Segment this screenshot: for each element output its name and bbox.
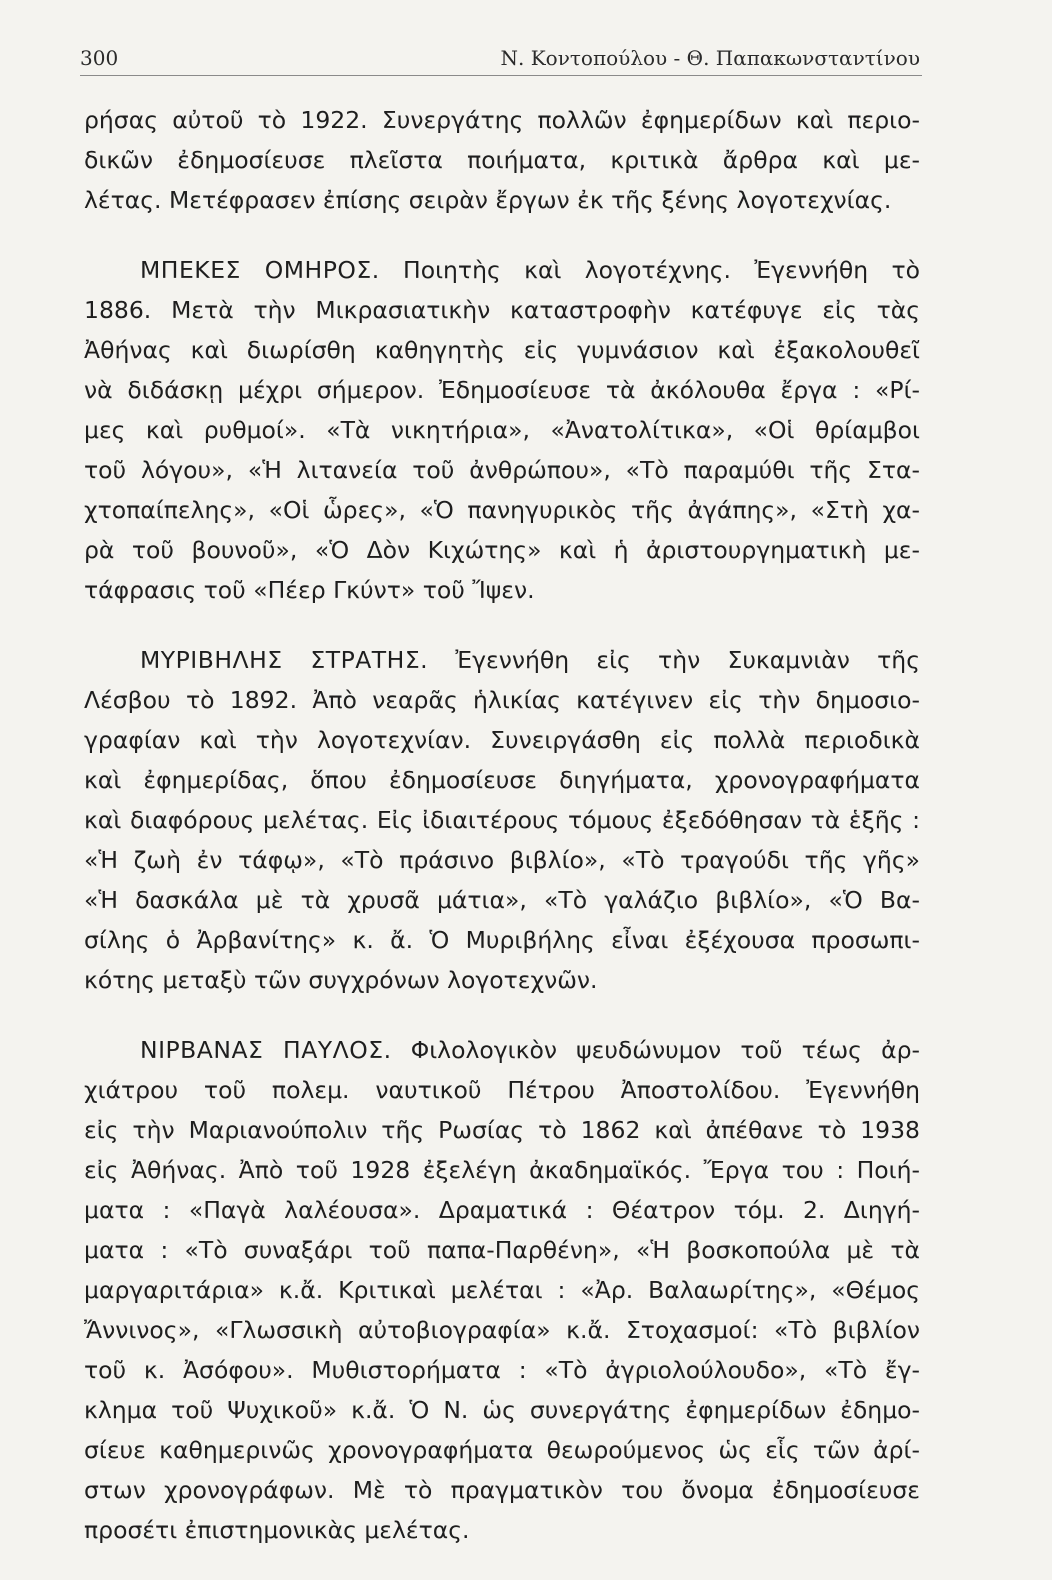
running-head: Ν. Κοντοπούλου - Θ. Παπακωνσταντίνου	[500, 46, 920, 70]
text-line: «Ἡ δασκάλα μὲ τὰ χρυσᾶ μάτια», «Τὸ γαλάζιο βιβλίο», «Ὁ Βα-	[84, 886, 920, 914]
entry-myrivilis	[84, 640, 920, 1000]
text-line: νὰ διδάσκῃ μέχρι σήμερον. Ἐδημοσίευσε τὰ ἀκόλουθα ἔργα : «Ρί-	[84, 376, 920, 404]
text-line: δικῶν ἐδημοσίευσε πλεῖστα ποιήματα, κριτικὰ ἄρθρα καὶ με-	[84, 146, 920, 174]
entry-first-line	[84, 640, 920, 680]
text-line: χιάτρου τοῦ πολεμ. ναυτικοῦ Πέτρου Ἀποστολίδου. Ἐγεννήθη	[84, 1076, 920, 1104]
text-line: μες καὶ ρυθμοί». «Τὰ νικητήρια», «Ἀνατολίτικα», «Οἱ θρίαμβοι	[84, 416, 920, 444]
entry-continuation	[84, 100, 920, 220]
text-body	[84, 100, 920, 1580]
text-line: τοῦ λόγου», «Ἡ λιτανεία τοῦ ἀνθρώπου», «Τὸ παραμύθι τῆς Στα-	[84, 456, 920, 484]
text-line: σίλης ὁ Ἀρβανίτης» κ. ἄ. Ὁ Μυριβήλης εἶναι ἐξέχουσα προσωπι-	[84, 926, 920, 954]
header-rule	[80, 75, 922, 76]
text-line: γραφίαν καὶ τὴν λογοτεχνίαν. Συνειργάσθη εἰς πολλὰ περιοδικὰ	[84, 726, 920, 754]
text-line: κλημα τοῦ Ψυχικοῦ» κ.ἄ. Ὁ Ν. ὡς συνεργάτης ἐφημερίδων ἐδημο-	[84, 1396, 920, 1424]
entry-name: ΜΠΕΚΕΣ ΟΜΗΡΟΣ.	[140, 256, 380, 284]
text-line: Ἀθήνας καὶ διωρίσθη καθηγητὴς εἰς γυμνάσιον καὶ ἐξακολουθεῖ	[84, 336, 920, 364]
text-line: κότης μεταξὺ τῶν συγχρόνων λογοτεχνῶν.	[84, 966, 598, 994]
text-line: καὶ ἐφημερίδας, ὅπου ἐδημοσίευσε διηγήματα, χρονογραφήματα	[84, 766, 920, 794]
entry-name: ΜΥΡΙΒΗΛΗΣ ΣΤΡΑΤΗΣ.	[140, 646, 429, 674]
text-line: «Ἡ ζωὴ ἐν τάφῳ», «Τὸ πράσινο βιβλίο», «Τὸ τραγούδι τῆς γῆς»	[84, 846, 920, 874]
text-line: μαργαριτάρια» κ.ἄ. Κριτικαὶ μελέται : «Ἀρ. Βαλαωρίτης», «Θέμος	[84, 1276, 920, 1304]
entry-first-line-text: Φιλολογικὸν ψευδώνυμον τοῦ τέως ἀρ-	[391, 1036, 920, 1064]
text-line: στων χρονογράφων. Μὲ τὸ πραγματικὸν του ὄνομα ἐδημοσίευσε	[84, 1476, 920, 1504]
text-line: τάφρασις τοῦ «Πέερ Γκύντ» τοῦ Ἴψεν.	[84, 576, 535, 604]
text-line: ματα : «Τὸ συναξάρι τοῦ παπα-Παρθένη», «Ἡ βοσκοπούλα μὲ τὰ	[84, 1236, 920, 1264]
text-line: εἰς Ἀθήνας. Ἀπὸ τοῦ 1928 ἐξελέγη ἀκαδημαϊκός. Ἔργα του : Ποιή-	[84, 1156, 920, 1184]
entry-first-line	[84, 250, 920, 290]
entry-first-line	[84, 1030, 920, 1070]
text-line: τοῦ κ. Ἀσόφου». Μυθιστορήματα : «Τὸ ἀγριολούλουδο», «Τὸ ἔγ-	[84, 1356, 920, 1384]
entry-nirvanas	[84, 1030, 920, 1550]
text-line: ματα : «Παγὰ λαλέουσα». Δραματικά : Θέατρον τόμ. 2. Διηγή-	[84, 1196, 920, 1224]
page-header	[80, 46, 920, 76]
text-line: 1886. Μετὰ τὴν Μικρασιατικὴν καταστροφὴν κατέφυγε εἰς τὰς	[84, 296, 920, 324]
text-line: Ἄννινος», «Γλωσσικὴ αὐτοβιογραφία» κ.ἄ. Στοχασμοί: «Τὸ βιβλίον	[84, 1316, 920, 1344]
text-line: λέτας. Μετέφρασεν ἐπίσης σειρὰν ἔργων ἐκ τῆς ξένης λογοτεχνίας.	[84, 186, 892, 214]
text-line: χτοπαίπελης», «Οἱ ὧρες», «Ὁ πανηγυρικὸς τῆς ἀγάπης», «Στὴ χα-	[84, 496, 920, 524]
entry-bekes	[84, 250, 920, 610]
text-line: σίευε καθημερινῶς χρονογραφήματα θεωρούμενος ὡς εἷς τῶν ἀρί-	[84, 1436, 920, 1464]
text-line: εἰς τὴν Μαριανούπολιν τῆς Ρωσίας τὸ 1862 καὶ ἀπέθανε τὸ 1938	[84, 1116, 920, 1144]
entry-first-line-text: Ἐγεννήθη εἰς τὴν Συκαμνιὰν τῆς	[428, 646, 920, 674]
text-line: καὶ διαφόρους μελέτας. Εἰς ἰδιαιτέρους τόμους ἐξεδόθησαν τὰ ἑξῆς :	[84, 806, 920, 834]
text-line: ρήσας αὐτοῦ τὸ 1922. Συνεργάτης πολλῶν ἐφημερίδων καὶ περιο-	[84, 106, 920, 134]
entry-first-line-text: Ποιητὴς καὶ λογοτέχνης. Ἐγεννήθη τὸ	[379, 256, 920, 284]
entry-name: ΝΙΡΒΑΝΑΣ ΠΑΥΛΟΣ.	[140, 1036, 392, 1064]
text-line: Λέσβου τὸ 1892. Ἀπὸ νεαρᾶς ἡλικίας κατέγινεν εἰς τὴν δημοσιο-	[84, 686, 920, 714]
text-line: ρὰ τοῦ βουνοῦ», «Ὁ Δὸν Κιχώτης» καὶ ἡ ἀριστουργηματικὴ με-	[84, 536, 920, 564]
page-number: 300	[80, 46, 119, 70]
text-line: προσέτι ἐπιστημονικὰς μελέτας.	[84, 1516, 470, 1544]
